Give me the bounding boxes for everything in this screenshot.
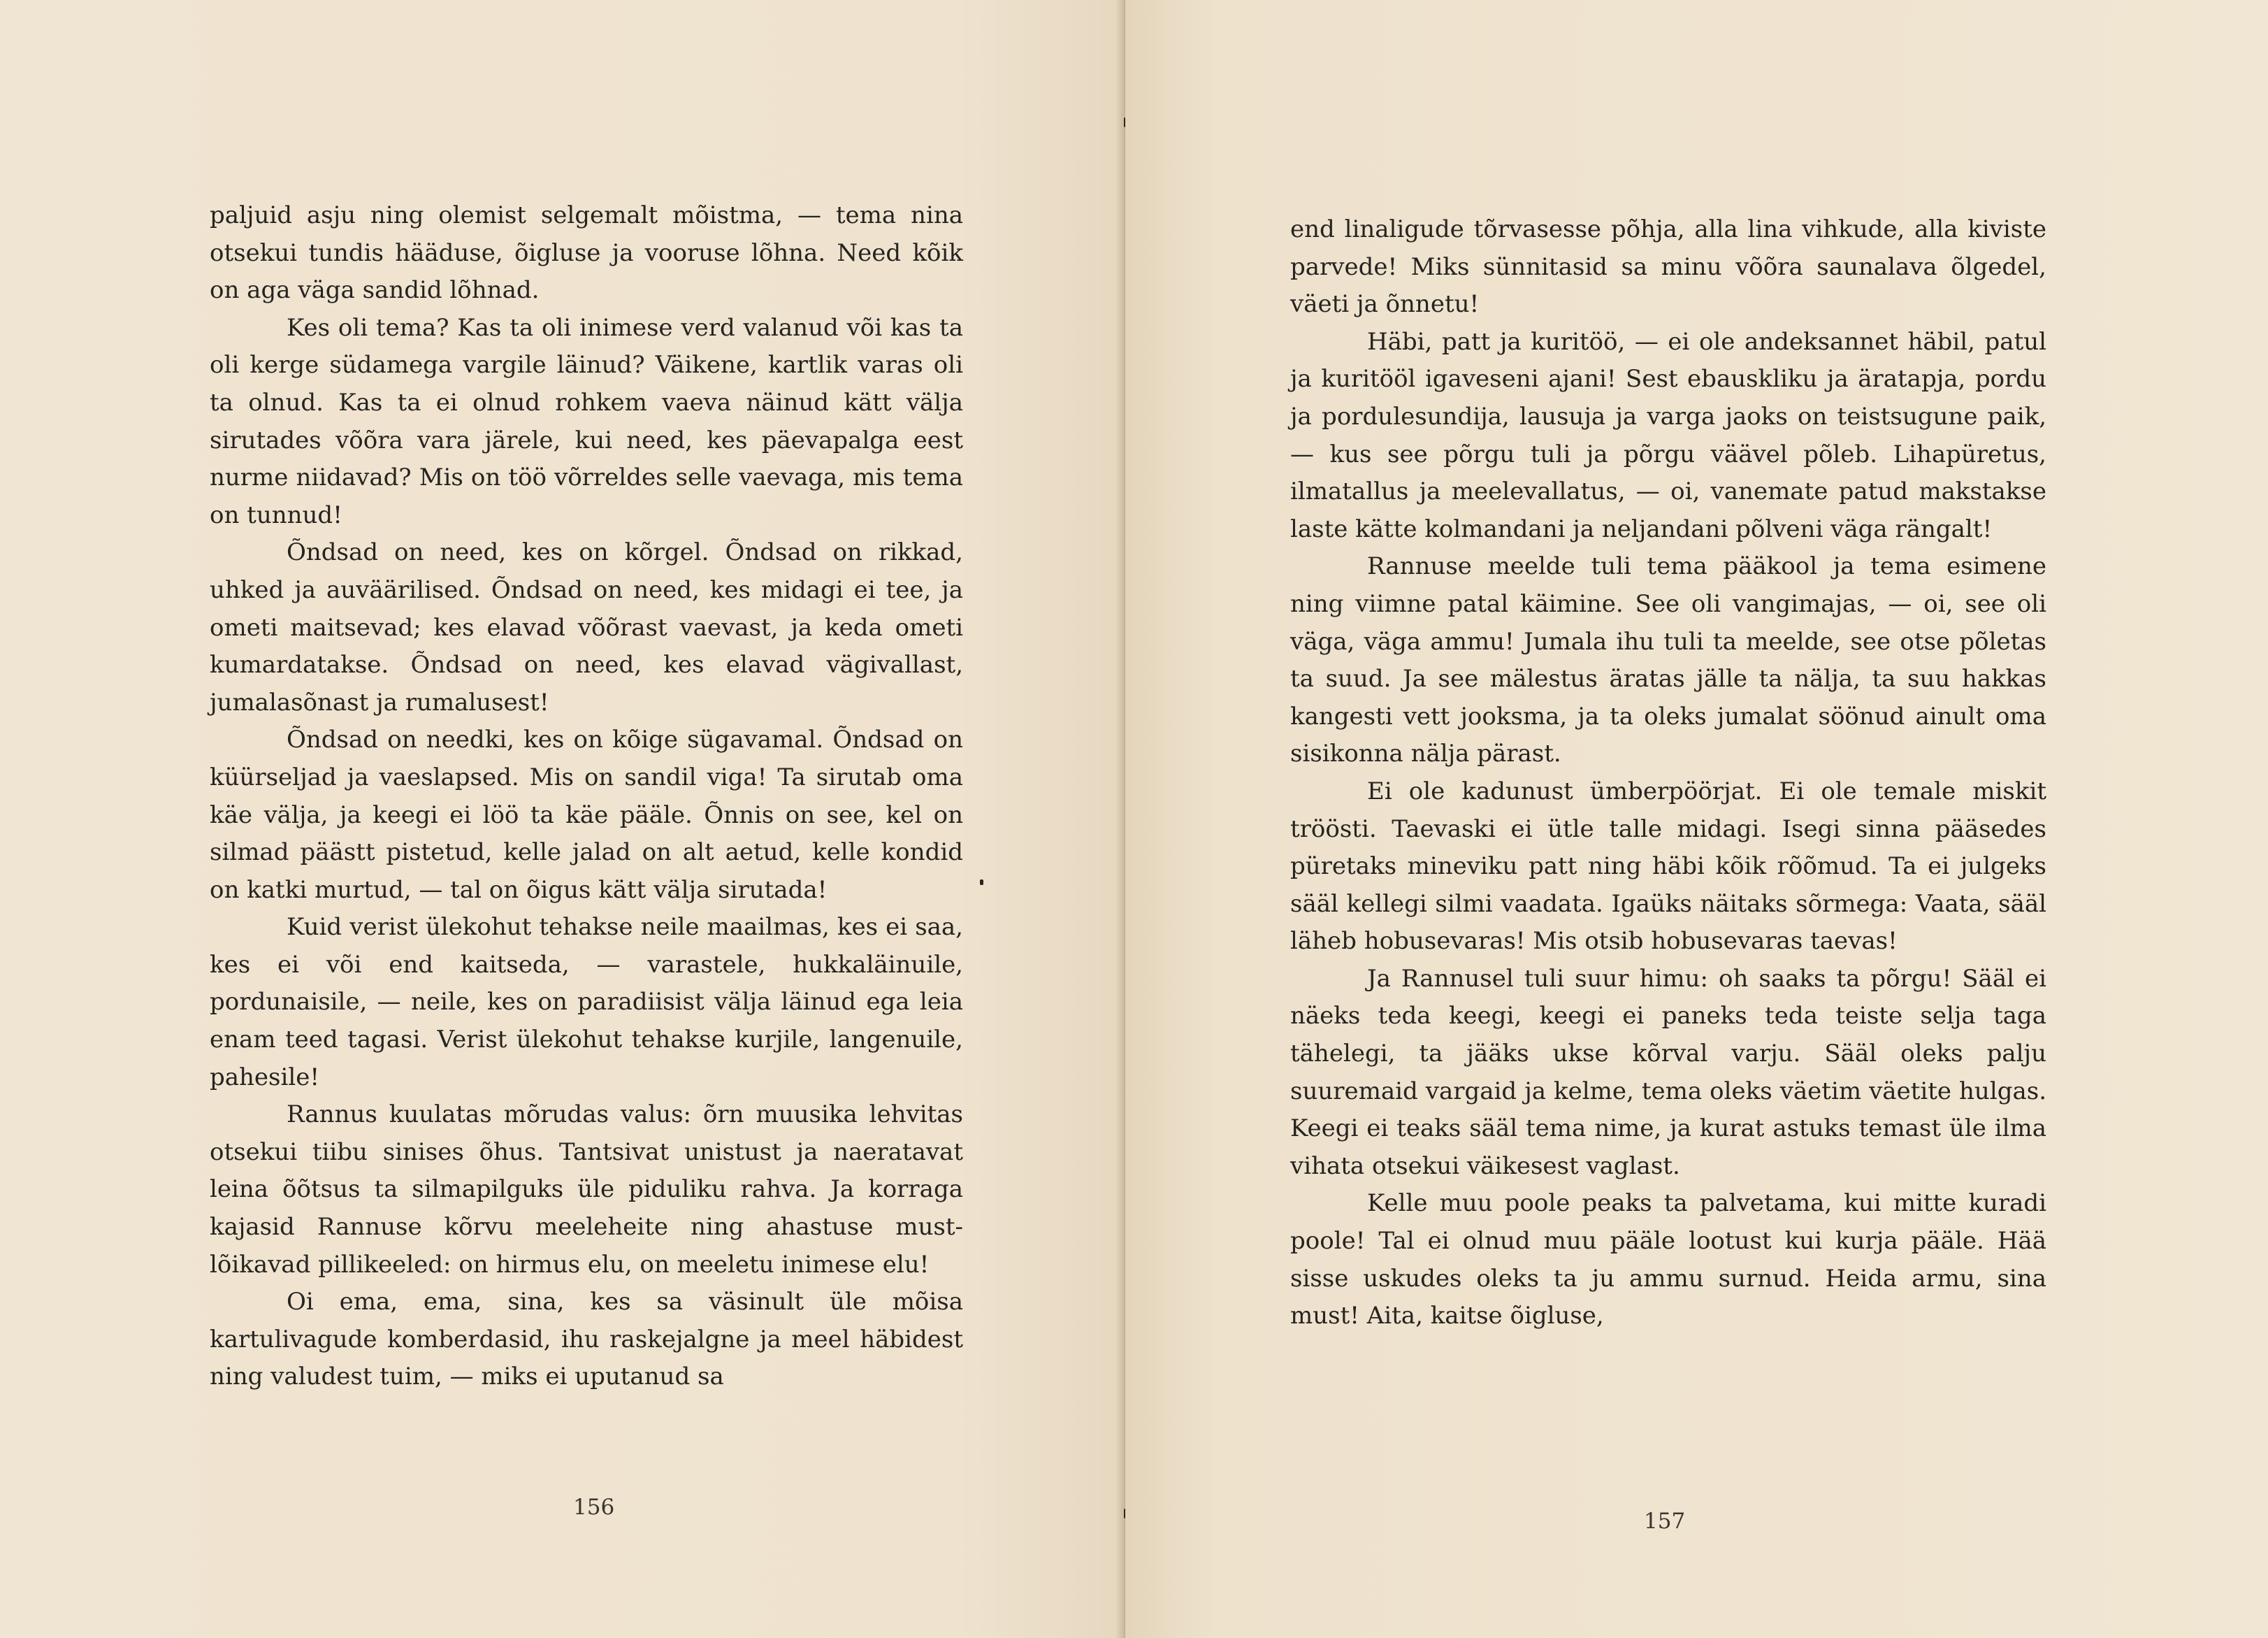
page-number: 157	[1644, 1509, 1686, 1534]
paragraph: Oi ema, ema, sina, kes sa väsinult üle mõisa kartulivagude komberdasid, ihu raskejalgne ja meel häbidest ning valudest tuim, — miks ei uputanud sa	[210, 1288, 963, 1391]
paragraph: Häbi, patt ja kuritöö, — ei ole andeksannet häbil, patul ja kuritööl igaveseni ajani! Sest ebauskliku ja äratapja, pordu ja pordulesundija, lausuja ja varga jaoks on teistsugune paik, — kus see põrgu tuli ja põrgu väävel põleb. Lihapüretus, ilmatallus ja meelevallatus, — oi, vanemate patud makstakse laste kätte kolmandani ja neljandani põlveni väga rängalt!	[1290, 327, 2046, 543]
paragraph: Õndsad on needki, kes on kõige sügavamal. Õndsad on küürseljad ja vaeslapsed. Mis on sandil viga! Ta sirutab oma käe välja, ja keegi ei löö ta käe pääle. Õnnis on see, kel on silmad päästt pistetud, kelle jalad on alt aetud, kelle kondid on katki murtud, — tal on õigus kätt välja sirutada!	[210, 726, 963, 904]
page-number: 156	[573, 1495, 615, 1520]
paragraph: Kelle muu poole peaks ta palvetama, kui mitte kuradi poole! Tal ei olnud muu pääle lootust kui kurja pääle. Hää sisse uskudes oleks ta ju ammu surnud. Heida armu, sina must! Aita, kaitse õigluse,	[1290, 1189, 2046, 1330]
right-page-text	[1290, 211, 2046, 1335]
paragraph: paljuid asju ning olemist selgemalt mõistma, — tema nina otsekui tundis hääduse, õigluse ja vooruse lõhna. Need kõik on aga väga sandid lõhnad.	[210, 201, 963, 305]
paragraph: Ei ole kadunust ümberpöörjat. Ei ole temale miskit trööstі. Taevaski ei ütle talle midagi. Isegi sinna pääsedes püretaks mineviku patt ning häbi kõik rõõmud. Ta ei julgeks sääl kellegi silmi vaadata. Igaüks näitaks sõrmega: Vaata, sääl läheb hobusevaras! Mis otsib hobusevaras taevas!	[1290, 777, 2046, 956]
paragraph: Õndsad on need, kes on kõrgel. Õndsad on rikkad, uhked ja auväärilised. Õndsad on need, kes midagi ei tee, ja ometi maitsevad; kes elavad võõrast vaevast, ja keda ometi kumardatakse. Õndsad on need, kes elavad vägivallast, jumalasõnast ja rumalusest!	[210, 538, 963, 717]
right-page	[1125, 0, 2268, 1638]
left-page-text	[210, 197, 963, 1396]
paragraph: Rannuse meelde tuli tema pääkool ja tema esimene ning viimne patal käimine. See oli vangimajas, — oi, see oli väga, väga ammu! Jumala ihu tuli ta meelde, see otse põletas ta suud. Ja see mälestus äratas jälle ta nälja, ta suu hakkas kangesti vett jooksma, ja ta oleks jumalat söönud ainult oma sisikonna nälja pärast.	[1290, 552, 2046, 768]
paragraph: Ja Rannusel tuli suur himu: oh saaks ta põrgu! Sääl ei näeks teda keegi, keegi ei paneks teda teiste selja taga tähelegi, ta jääks ukse kõrval varju. Sääl oleks palju suuremaid vargaid ja kelme, tema oleks väetim väetite hulgas. Keegi ei teaks sääl tema nime, ja kurat astuks temast üle ilma vihata otsekui väikesest vaglast.	[1290, 964, 2046, 1180]
paragraph: Kes oli tema? Kas ta oli inimese verd valanud või kas ta oli kerge südamega vargile läinud? Väikene, kartlik varas oli ta olnud. Kas ta ei olnud rohkem vaeva näinud kätt välja sirutades võõra vara järele, kui need, kes päevapalga eest nurme niidavad? Mis on töö võrreldes selle vaevaga, mis tema on tunnud!	[210, 313, 963, 529]
paragraph: Kuid verist ülekohut tehakse neile maailmas, kes ei saa, kes ei või end kaitseda, — varastele, hukkaläinuile, pordunaisile, — neile, kes on paradiisist välja läinud ega leia enam teed tagasi. Verist ülekohut tehakse kurjile, langenuile, pahesile!	[210, 913, 963, 1091]
ink-speck	[980, 879, 983, 885]
left-page	[0, 0, 1125, 1638]
paragraph: Rannus kuulatas mõrudas valus: õrn muusika lehvitas otsekui tiibu sinises õhus. Tantsivat unistust ja naeratavat leina õõtsus ta silmapilguks üle piduliku rahva. Ja korraga kajasid Rannuse kõrvu meeleheite ning ahastuse must-lõikavad pillikeeled: on hirmus elu, on meeletu inimese elu!	[210, 1100, 963, 1279]
paragraph: end linaligude tõrvasesse põhja, alla lina vihkude, alla kiviste parvede! Miks sünnitasid sa minu võõra saunalava õlgedel, väeti ja õnnetu!	[1290, 215, 2046, 319]
